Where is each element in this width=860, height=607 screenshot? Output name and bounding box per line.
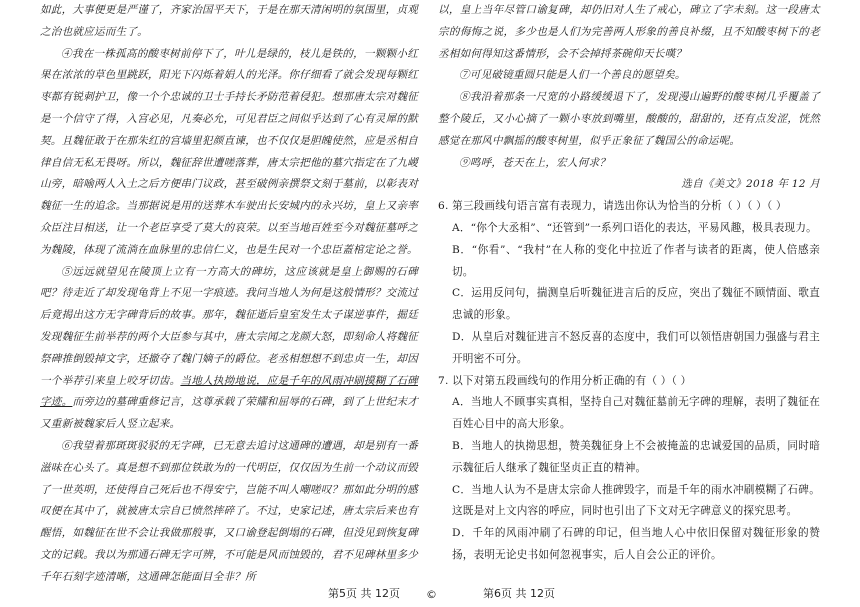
paragraph-5-text: ⑤远远就望见在陵顶上立有一方高大的碑坊，这应该就是皇上御赐的石碑吧？待走近了却发现龟背上不见一字痕迹。我问当地人为何是这般情形？交流过后竟揭出这方无字碑背后的故事。那年，魏征逝后皇室发生太子谋逆事件，掘廷发现魏征生前举荐的两个大臣参与其中，唐太宗闻之龙颜大怒，即刻命人将魏征祭碑推倒毁掉文字，还撤夺了魏门嫡子的爵位。老丞相想想不到忠贞一生，却因一个举荐引来皇上咬牙切齿。 — [40, 265, 418, 387]
left-column-text — [40, 0, 418, 589]
question-6-option-c[interactable]: C．运用反问句，揣测皇后听魏征进言后的反应，突出了魏征不顾情面、歌直忠诚的形象。 — [452, 287, 820, 322]
paragraph-6-end: 以，皇上当年尽管口谕复碑，却仍旧对人生了戒心，碑立了字未刻。这一段唐太宗的侮悔之说，多少也是人们为完善两人形象的善良补缀，且不知酸枣树下的老丞相如何得知这番情形，会不会掉捋茶碗仰天长嘆？ — [438, 4, 820, 60]
right-prose — [438, 0, 820, 196]
question-6-option-b[interactable]: B．“你看”、“我村”在人称的变化中拉近了作者与读者的距离，使人倍感亲切。 — [452, 243, 820, 278]
paragraph-4: ④我在一株孤高的酸枣树前停下了，叶儿是绿的，枝儿是铁的，一颗颗小红果在浓浓的草色里跳跃，阳光下闪烁着娟人的光泽。你仔细看了就会发现每颗红枣都有锐刺护卫，像一个个忠诚的卫士手持长矛防范着侵犯。想那唐太宗对魏征是一个信守了得，入宫必见，凡奏必允，可见君臣之间似乎达到了心有灵犀的默契。且魏征敢于在那朱红的宫墙里犯颜直谏，也不仅仅是胆魄使然，应是丞相自律自信无私无畏呀。所以，魏征辞世遭嗟落葬，唐太宗把他的墓穴指定在了九嵕山旁，暗喻两人入土之后方便串门议政，甚至破例亲撰祭文刻于墓前，以彰表对魏征一生的追念。当那据说是用的送葬木车驶出长安城内的永兴坊，皇上又亲率众臣注目相送，让一个老臣享受了莫大的哀荣。以至当地百姓至今对魏征墓呼之为魏陵，体现了流淌在血脉里的忠信仁义，也是生民对一个忠臣蓋棺定论之誉。 — [40, 47, 418, 256]
page-number-right: 第6页 共 12页 — [483, 587, 555, 600]
question-7-option-a[interactable]: A．当地人不顾事实真相，坚持自己对魏征墓前无字碑的理解，表明了魏征在百姓心目中的高大形象。 — [452, 396, 820, 431]
question-7-option-c[interactable]: C．当地人认为不是唐太宗命人推碑毁字，而是千年的雨水冲刷模糊了石碑。这既是对上文内容的呼应，同时也引出了下文对无字碑意义的探究思考。 — [452, 483, 820, 518]
right-column-text — [438, 0, 820, 567]
page-number-left: 第5页 共 12页 — [328, 587, 400, 600]
question-6-option-a[interactable]: A．“你个大丞相”、“还管到”一系列口语化的表达，平易风趣，极具表现力。 — [452, 221, 817, 234]
source-citation: 选自《美文》2018 年 12 月 — [681, 178, 820, 191]
copyright-mark: © — [426, 588, 437, 601]
question-7 — [438, 371, 820, 567]
question-7-option-b[interactable]: B．当地人的执拗思想，赞美魏征身上不会被掩盖的忠诚爱国的品质，同时暗示魏征后人继承了魏征坚贞正直的精神。 — [452, 439, 820, 474]
paragraph-8: ⑧我沿着那条一尺宽的小路缓缓退下了，发现漫山遍野的酸枣树几乎覆盖了整个陵丘，又小心摘了一颗小枣放到嘴里，酸酸的，甜甜的，还有点发涩，恍然感觉在那风中飘摇的酸枣树里，似乎正象征了魏国公的命运呢。 — [438, 91, 820, 147]
paragraph-3-end: 如此，大事便更是严谨了，齐家治国平天下，于是在那天清闲明的氛围里，贞观之治也就应运而生了。 — [40, 4, 418, 38]
question-7-stem: 7. 以下对第五段画线句的作用分析正确的有（ ）（ ） — [438, 374, 692, 387]
paragraph-5-underlined-sentence: 当地人执拗地说，应是千年的风雨冲刷摸糊了石碑字迹。 — [40, 374, 418, 409]
question-6-stem: 6. 第三段画线句语言富有表现力，请选出你认为恰当的分析（ ）（ ）（ ） — [438, 200, 787, 213]
paragraph-5-after: 而旁边的墓碑重修记言，这尊承载了荣耀和屈辱的石碑，到了上世纪末才又重新被魏家后人竖立起来。 — [40, 396, 418, 431]
paragraph-5 — [40, 262, 418, 436]
question-6 — [438, 196, 820, 370]
question-7-option-d[interactable]: D．千年的风雨冲刷了石碑的印记，但当地人心中依旧保留对魏征形象的赞扬，表明无论史书如何忽视事实，后人自会公正的评价。 — [452, 527, 820, 561]
paragraph-9: ⑨鸣呼，苍天在上，宏人何求？ — [459, 156, 611, 169]
right-page — [430, 0, 860, 607]
question-6-option-d[interactable]: D．从皇后对魏征进言不怒反喜的态度中，我们可以领悟唐朝国力强盛与君主开明密不可分。 — [452, 330, 820, 365]
paragraph-7: ⑦可见破镜重圆只能是人们一个善良的愿望矣。 — [459, 69, 686, 82]
paragraph-6: ⑥我望着那斑斑驳驳的无字碑，已无意去追讨这通碑的遭遇，却是别有一番滋味在心头了。真是想不到那位铁敢为的一代明臣，仅仅因为生前一个动议而毁了一世英明，还使得自己死后也不得安宁，岂能不叫人嘲嗟叹？那如此分明的感叹便在其中了，就被唐太宗自已愤然摔碎了。不过，史家记述，唐太宗后来也有醒悟，如魏征在世不会让我做那般事，又口谕登起倒塌的石碑，但没见到恢复碑文的记载。我以为那通石碑无字可辨，不可能是风而蚀毁的，君不见碑林里多少千年石刻字迹清晰，这通碑怎能面目全非？所 — [40, 439, 418, 583]
